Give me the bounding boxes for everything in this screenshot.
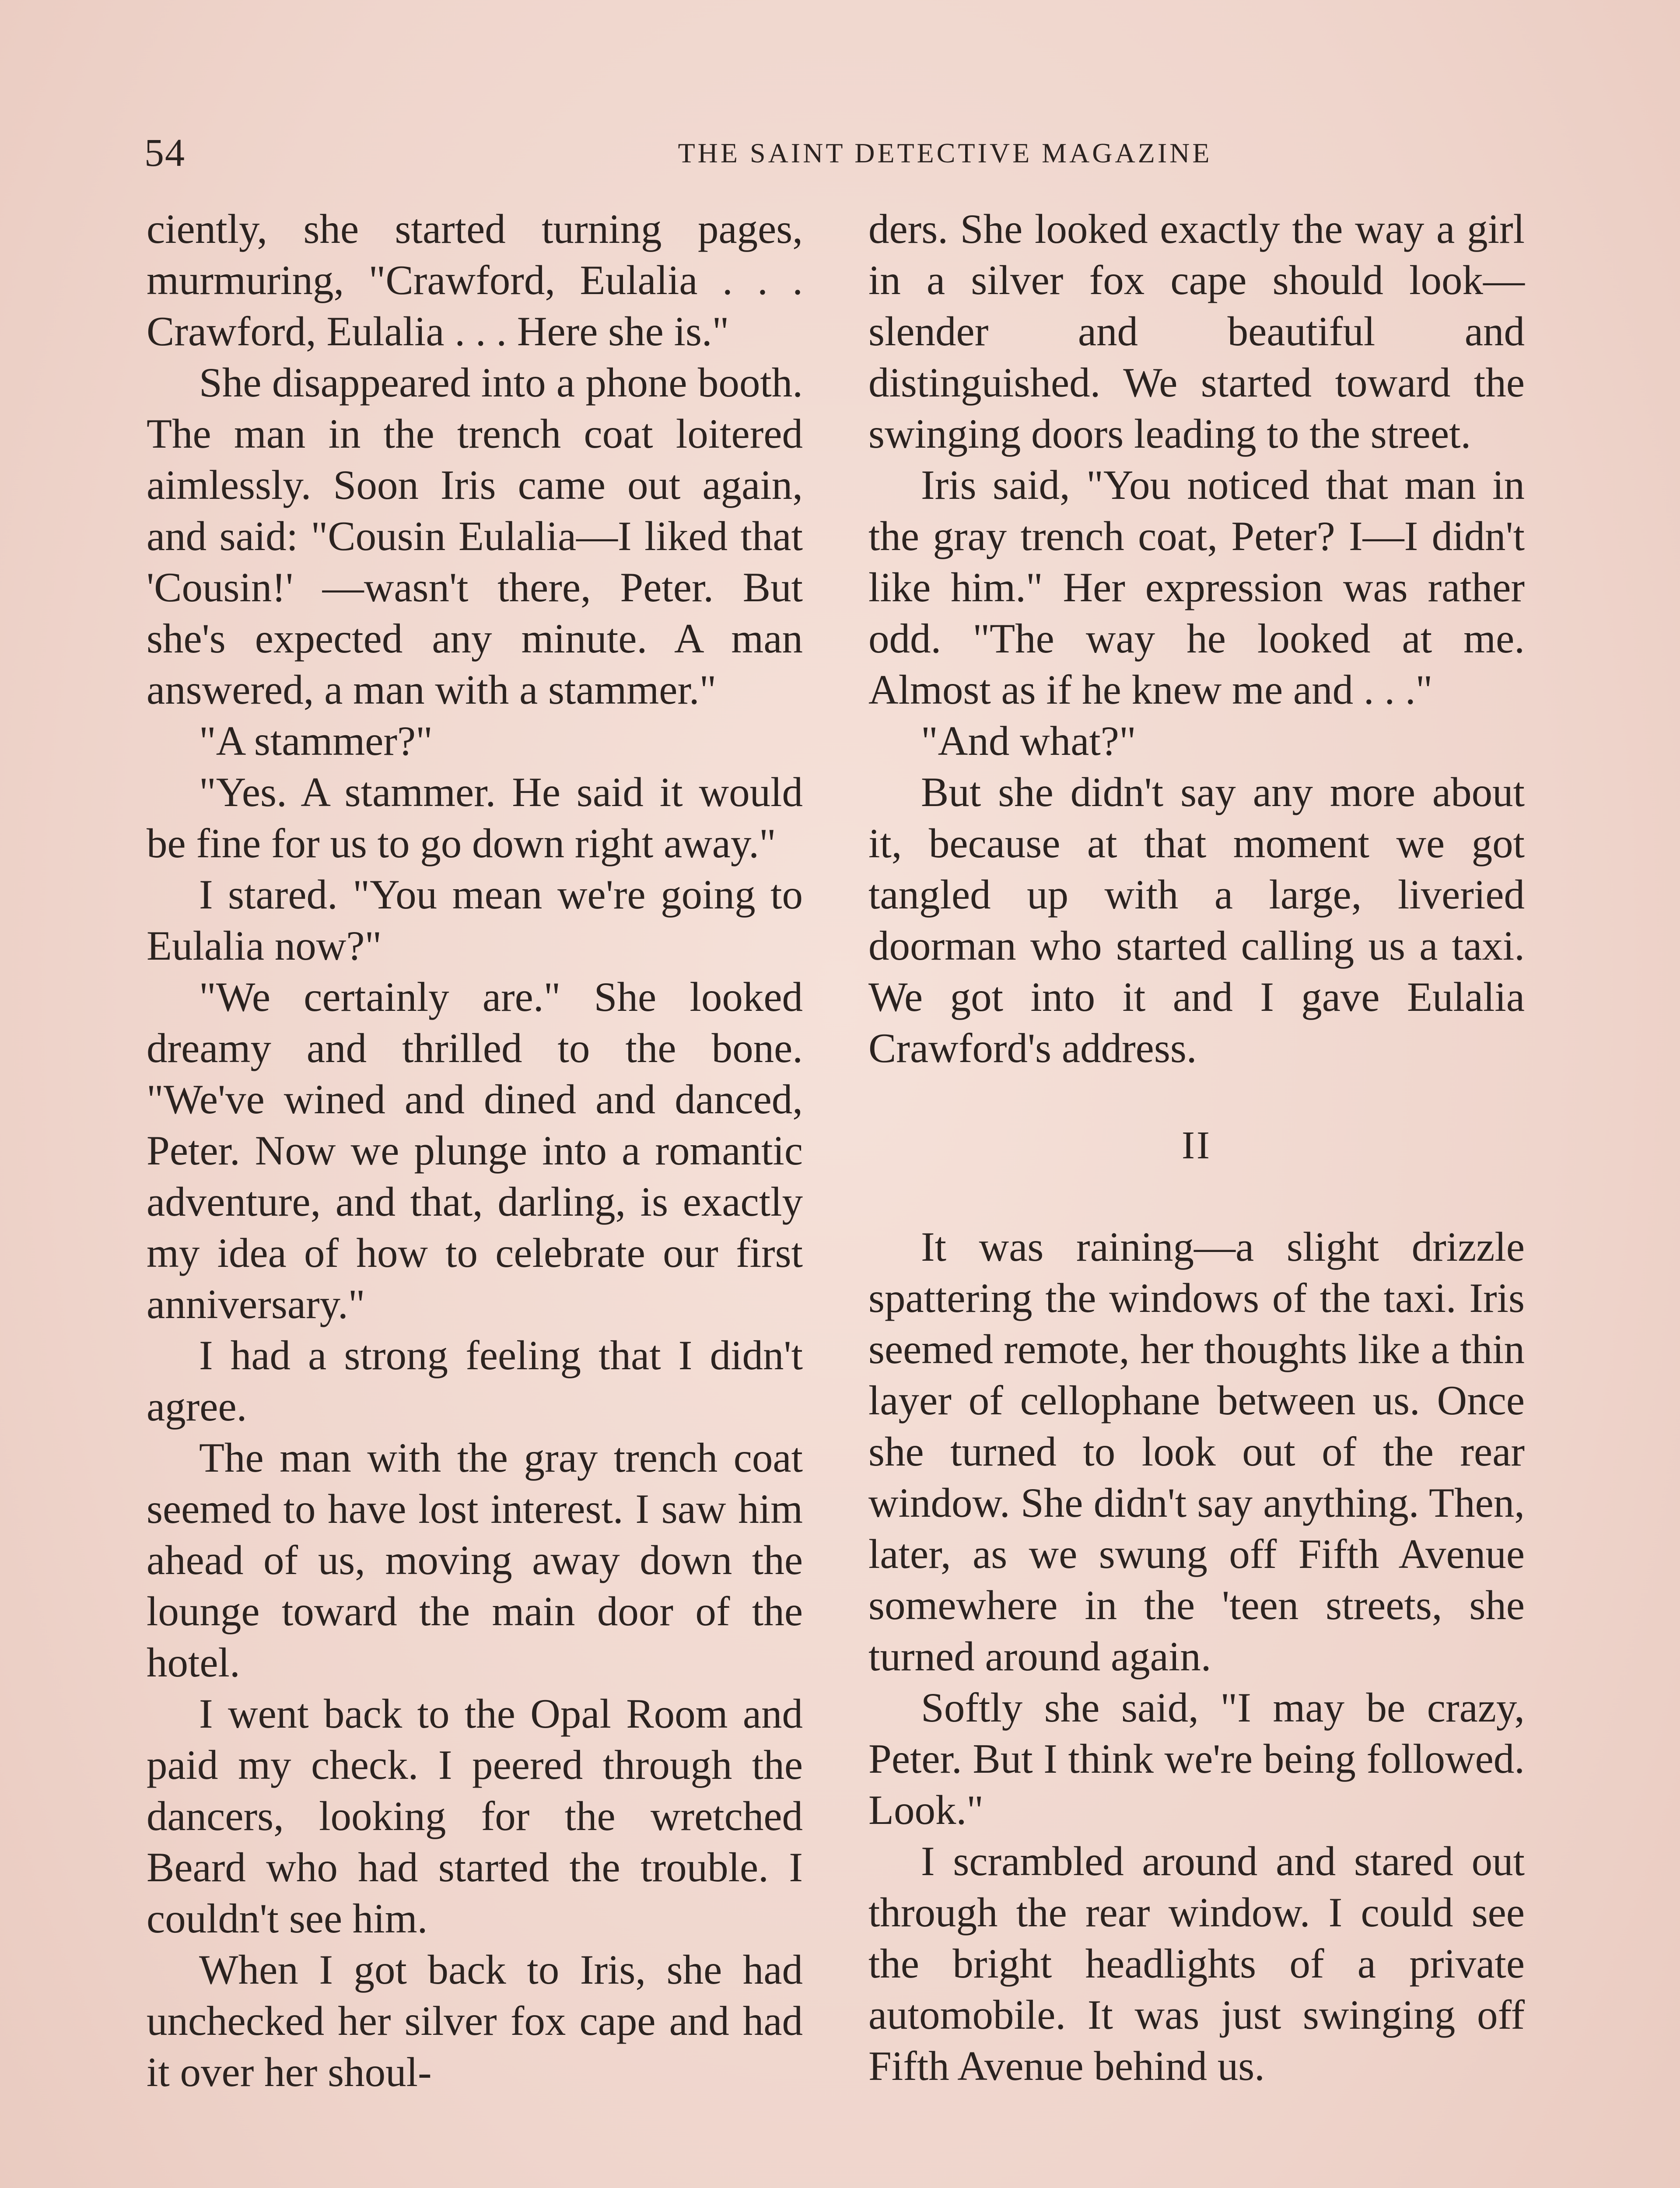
paragraph: ders. She looked exactly the way a girl in a silver fox cape should look—slender and beautiful and distinguished. We started toward the swinging doors leading to the street. (868, 206, 1525, 457)
paragraph: But she didn't say any more about it, because at that moment we got tangled up with a large, liveried doorman who started calling us a taxi. We got into it and I gave Eulalia Crawford's address. (868, 769, 1525, 1071)
paragraph: She disappeared into a phone booth. The man in the trench coat loitered aimlessly. Soon Iris came out again, and said: "Cousin Eulalia—I liked that 'Cousin!' —wasn't there, Peter. But she's expected any minute. A man answered, a man with a stammer." (147, 359, 803, 713)
paragraph: ciently, she started turning pages, murmuring, "Crawford, Eulalia . . . Crawford, Eulalia . . . Here she is." (147, 206, 803, 354)
page-header (144, 129, 1540, 177)
left-column (147, 203, 803, 2098)
paragraph: Softly she said, "I may be crazy, Peter. But I think we're being followed. Look." (868, 1684, 1525, 1833)
paragraph: "We certainly are." She looked dreamy and thrilled to the bone. "We've wined and dined and danced, Peter. Now we plunge into a romantic adventure, and that, darling, is exactly my idea of how to celebrate our first anniversary." (147, 974, 803, 1327)
paragraph: "A stammer?" (199, 718, 433, 764)
paragraph: Iris said, "You noticed that man in the gray trench coat, Peter? I—I didn't like him." Her expression was rather odd. "The way he looked at me. Almost as if he knew me and . . ." (868, 462, 1525, 713)
paragraph: "Yes. A stammer. He said it would be fine for us to go down right away." (147, 769, 803, 866)
paragraph: The man with the gray trench coat seemed to have lost interest. I saw him ahead of us, moving away down the lounge toward the main door of the hotel. (147, 1434, 803, 1686)
right-column (868, 203, 1525, 2092)
running-head: THE SAINT DETECTIVE MAGAZINE (678, 137, 1212, 168)
section-heading: II (1182, 1124, 1211, 1167)
paragraph: "And what?" (921, 718, 1136, 764)
page-number: 54 (144, 131, 186, 175)
paragraph: I scrambled around and stared out through the rear window. I could see the bright headlights of a private automobile. It was just swinging off Fifth Avenue behind us. (868, 1838, 1525, 2089)
paragraph: When I got back to Iris, she had unchecked her silver fox cape and had it over her shoul- (147, 1946, 803, 2095)
paragraph: I went back to the Opal Room and paid my check. I peered through the dancers, looking for the wretched Beard who had started the trouble. I couldn't see him. (147, 1690, 803, 1942)
paragraph: It was raining—a slight drizzle spattering the windows of the taxi. Iris seemed remote, her thoughts like a thin layer of cellophane between us. Once she turned to look out of the rear window. She didn't say anything. Then, later, as we swung off Fifth Avenue somewhere in the 'teen streets, she turned around again. (868, 1224, 1525, 1680)
paragraph: I stared. "You mean we're going to Eulalia now?" (147, 871, 803, 969)
paragraph: I had a strong feeling that I didn't agree. (147, 1332, 803, 1430)
